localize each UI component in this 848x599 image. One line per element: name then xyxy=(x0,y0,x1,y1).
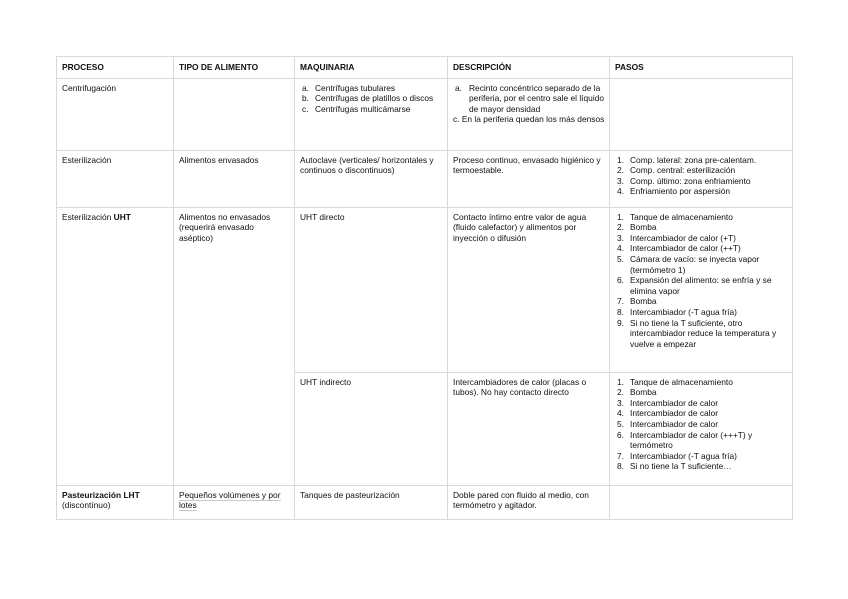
cell-descripcion-pasteurizacion: Doble pared con fluido al medio, con termómetro y agitador. xyxy=(448,485,610,519)
list-item xyxy=(615,430,788,451)
list-item-text: Intercambiador de calor (+++T) y termómetro xyxy=(630,429,753,451)
proceso-uht-prefix: Esterilización xyxy=(62,211,114,222)
list-item xyxy=(615,461,788,472)
list-item-text: Intercambiador (-T agua fría) xyxy=(630,450,737,461)
list-item xyxy=(615,318,788,350)
cell-proceso-esterilizacion: Esterilización xyxy=(57,150,174,207)
process-table xyxy=(56,56,793,520)
list-item-text: Comp. central: esterilización xyxy=(630,165,736,176)
proceso-uht-bold: UHT xyxy=(113,211,131,222)
cell-proceso-pasteurizacion xyxy=(57,485,174,519)
cell-pasos-pasteurizacion xyxy=(610,485,793,519)
cell-descripcion-esterilizacion: Proceso continuo, envasado higiénico y termoestable. xyxy=(448,150,610,207)
list-item xyxy=(300,104,443,115)
proceso-pasteurizacion-bold: Pasteurización LHT xyxy=(62,489,140,500)
cell-descripcion-uht-indirecto: Intercambiadores de calor (placas o tubos). No hay contacto directo xyxy=(448,372,610,485)
list-item xyxy=(615,186,788,197)
list-item xyxy=(615,165,788,176)
list-item xyxy=(615,296,788,307)
cell-tipo-centrifugacion xyxy=(174,78,295,150)
tipo-pasteurizacion-text: Pequeños volúmenes y por lotes xyxy=(179,489,281,511)
cell-proceso-centrifugacion: Centrifugación xyxy=(57,78,174,150)
cell-maquinaria-uht-indirecto: UHT indirecto xyxy=(295,372,448,485)
cell-maquinaria-pasteurizacion: Tanques de pasteurización xyxy=(295,485,448,519)
list-item xyxy=(615,275,788,296)
header-row xyxy=(57,57,793,79)
cell-pasos-centrifugacion xyxy=(610,78,793,150)
list-item-text: Enfriamiento por aspersión xyxy=(630,186,731,197)
list-item xyxy=(300,93,443,104)
list-item xyxy=(615,222,788,233)
row-pasteurizacion xyxy=(57,485,793,519)
cell-maquinaria-uht-directo: UHT directo xyxy=(295,207,448,372)
cell-tipo-uht: Alimentos no envasados (requerirá envasado aséptico) xyxy=(174,207,295,485)
row-centrifugacion xyxy=(57,78,793,150)
cell-descripcion-uht-directo: Contacto íntimo entre valor de agua (fluido calefactor) y alimentos por inyección o difusión xyxy=(448,207,610,372)
descripcion-extra: c. En la periferia quedan los más densos xyxy=(453,114,605,125)
cell-descripcion-centrifugacion xyxy=(448,78,610,150)
header-tipo-alimento: TIPO DE ALIMENTO xyxy=(174,57,295,79)
list-item-text: Intercambiador de calor xyxy=(630,397,718,408)
header-descripcion: DESCRIPCIÓN xyxy=(448,57,610,79)
list-item xyxy=(615,155,788,166)
cell-proceso-uht xyxy=(57,207,174,485)
list-item-text: Intercambiador de calor xyxy=(630,418,718,429)
cell-pasos-uht-directo xyxy=(610,207,793,372)
cell-maquinaria-esterilizacion: Autoclave (verticales/ horizontales y continuos o discontinuos) xyxy=(295,150,448,207)
list-item-text: Centrífugas de platillos o discos xyxy=(315,93,434,104)
list-item xyxy=(615,233,788,244)
list-item-text: Intercambiador de calor xyxy=(630,408,718,419)
list-item-text: Expansión del alimento: se enfría y se elimina vapor xyxy=(630,275,772,296)
list-item-text: Recinto concéntrico separado de la periferia, por el centro sale el líquido de mayor densidad xyxy=(469,82,605,114)
list-item-text: Tanque de almacenamiento xyxy=(630,376,733,387)
cell-pasos-esterilizacion xyxy=(610,150,793,207)
cell-tipo-esterilizacion: Alimentos envasados xyxy=(174,150,295,207)
list-item xyxy=(615,419,788,430)
header-proceso: PROCESO xyxy=(57,57,174,79)
list-item xyxy=(615,243,788,254)
cell-maquinaria-centrifugacion xyxy=(295,78,448,150)
list-item-text: Comp. último: zona enfriamiento xyxy=(630,175,751,186)
cell-pasos-uht-indirecto xyxy=(610,372,793,485)
list-item xyxy=(615,176,788,187)
list-item xyxy=(615,254,788,275)
list-item xyxy=(615,307,788,318)
list-item-text: Comp. lateral: zona pre-calentam. xyxy=(630,154,757,165)
list-item-text: Bomba xyxy=(630,222,657,233)
list-item-text: Centrífugas multicámarse xyxy=(315,103,411,114)
list-item xyxy=(453,83,605,115)
list-item-text: Bomba xyxy=(630,296,657,307)
list-item xyxy=(615,387,788,398)
list-item xyxy=(300,83,443,94)
list-item xyxy=(615,398,788,409)
list-item-text: Intercambiador de calor (+T) xyxy=(630,232,736,243)
header-maquinaria: MAQUINARIA xyxy=(295,57,448,79)
list-item xyxy=(615,408,788,419)
list-maquinaria-centrifugacion xyxy=(300,83,443,115)
row-uht-directo xyxy=(57,207,793,372)
proceso-pasteurizacion-rest: (discontínuo) xyxy=(62,500,111,511)
list-item xyxy=(615,212,788,223)
list-item-text: Si no tiene la T suficiente… xyxy=(630,461,732,472)
list-item-text: Cámara de vacío: se inyecta vapor (termómetro 1) xyxy=(630,253,760,275)
list-pasos-uht-indirecto xyxy=(615,377,788,472)
list-item-text: Tanque de almacenamiento xyxy=(630,211,733,222)
list-item-text: Intercambiador de calor (++T) xyxy=(630,243,741,254)
cell-tipo-pasteurizacion xyxy=(174,485,295,519)
list-descripcion-centrifugacion xyxy=(453,83,605,115)
list-item-text: Bomba xyxy=(630,387,657,398)
list-pasos-esterilizacion xyxy=(615,155,788,197)
list-item xyxy=(615,377,788,388)
list-item xyxy=(615,451,788,462)
row-esterilizacion xyxy=(57,150,793,207)
list-pasos-uht-directo xyxy=(615,212,788,350)
list-item-text: Centrífugas tubulares xyxy=(315,82,396,93)
list-item-text: Intercambiador (-T agua fría) xyxy=(630,306,737,317)
header-pasos: PASOS xyxy=(610,57,793,79)
list-item-text: Si no tiene la T suficiente, otro intercambiador reduce la temperatura y vuelve a empezar xyxy=(630,317,777,349)
